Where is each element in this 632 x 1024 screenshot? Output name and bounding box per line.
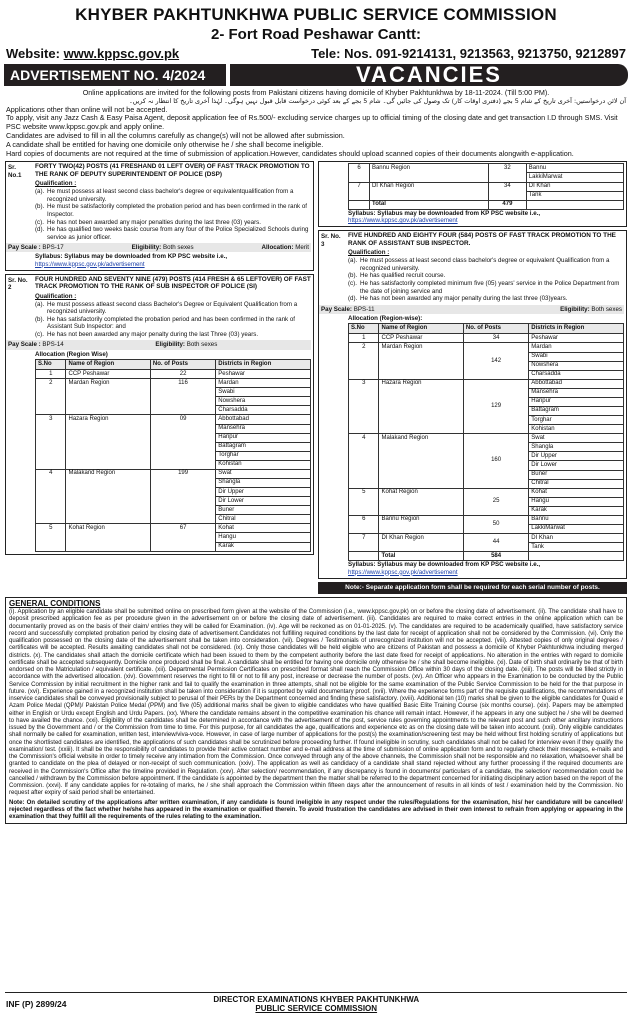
post-3-allocation-table	[348, 323, 624, 561]
table-cell: 199	[150, 469, 215, 523]
post-3-qual-d: (d). He has not been awarded any major penalty during the last three (03)years.	[348, 295, 568, 303]
table-cell: Mansehra	[216, 424, 311, 433]
table-cell: 4	[349, 434, 379, 488]
post-1-qual-a: (a). He must possess at least second class bachelor's degree or equivalentqualification from a recognized university.	[35, 188, 294, 203]
table-cell: DI Khan	[526, 182, 623, 191]
post-3-pay-line: Pay Scale: BPS-11 Eligibility: Both sexes	[321, 305, 622, 313]
col-sno: S.No	[349, 324, 379, 334]
table-cell: 5	[349, 488, 379, 515]
advertisement-number: ADVERTISEMENT NO. 4/2024	[4, 64, 226, 86]
post-1-serial: Sr. No.1	[8, 164, 22, 179]
intro-line-4: Candidates are advised to fill in all the columns carefully as change(s) will not be allowed after submission.	[6, 131, 345, 140]
table-cell: Chitral	[529, 479, 624, 488]
post-3-syllabus: Syllabus: Syllabus may be downloaded from KP PSC website i.e., https://www.kppsc.gov.pk/advertisement	[348, 561, 541, 576]
post-2-pay-line: Pay Scale : BPS-14 Eligibility: Both sexes	[6, 340, 311, 349]
table-cell: Peshawar	[529, 334, 624, 343]
table-cell: Mardan Region	[66, 379, 150, 415]
post-2-continued	[318, 161, 627, 227]
table-cell: Hangu	[216, 533, 311, 542]
table-cell: Battagram	[216, 442, 311, 451]
post-3-qual-a: (a). He must possess at least second class bachelor's degree or equivalent Qualification from a recognized university.	[348, 257, 610, 272]
left-column	[5, 161, 314, 593]
table-cell: Battagram	[529, 406, 624, 415]
table-row	[349, 334, 624, 343]
table-cell: Nowshera	[529, 361, 624, 370]
post-1-pay-line: Pay Scale : BPS-17 Eligibility: Both sexes Allocation: Merit	[6, 243, 311, 252]
intro-line-5: A candidate shall be entitled for having one domicile only otherwise he / she shall become ineligible.	[6, 139, 324, 149]
table-cell: 160	[463, 434, 528, 488]
post-2	[5, 274, 314, 555]
vacancies-banner: VACANCIES	[230, 64, 628, 86]
post-2-cont-body	[346, 162, 626, 226]
table-cell: 3	[349, 379, 379, 433]
contact-line	[0, 44, 632, 61]
table-cell: Shangla	[216, 478, 311, 487]
table-cell: Nowshera	[216, 397, 311, 406]
col-posts: No. of Posts	[463, 324, 528, 334]
director-signature: DIRECTOR EXAMINATIONS KHYBER PAKHTUNKHWA PUBLIC SERVICE COMMISSION	[213, 995, 420, 1014]
table-row	[349, 182, 624, 191]
intro-urdu: آن لائن درخواستیں: آخری تاریخ کے شام 5 بجے (دفتری اوقات کار) تک وصول کی جائیں گی۔ شام 5 بجے کے بعد کوئی درخواست قابل قبول نہیں ہوگی۔ لہٰذا آخری تاریخ کا انتظار نہ کریں۔	[128, 96, 626, 105]
table-cell: Malakand Region	[379, 434, 463, 488]
post-2-syllabus-link[interactable]: https://www.kppsc.gov.pk/advertisement	[348, 217, 458, 225]
table-row: Total 479	[349, 200, 624, 209]
post-1	[5, 161, 314, 271]
post-2-serial: Sr. No. 2	[8, 276, 28, 292]
table-cell: 34	[489, 182, 527, 200]
post-2-qual-a: (a). He must possess atleast second class Bachelor's Degree or Equivalent Qualification from a recognized university.	[35, 300, 298, 316]
post-2-qual-b: (b). He has satisfactorily completed the probation period and has been confirmed in the rank of Assistant Sub Inspector: and	[35, 315, 295, 331]
table-row	[349, 515, 624, 524]
table-cell: 3	[36, 415, 66, 469]
table-cell: DI Khan	[529, 534, 624, 543]
table-cell: 2	[349, 343, 379, 379]
table-cell: Hangu	[529, 497, 624, 506]
table-cell: 25	[463, 488, 528, 515]
table-cell: 34	[463, 334, 528, 343]
advertisement-bar	[4, 64, 628, 86]
table-cell: Kohat Region	[66, 524, 150, 551]
table-cell: 7	[349, 182, 370, 200]
post-1-syllabus: Syllabus: Syllabus may be downloaded from KP PSC website i.e., https://www.kppsc.gov.pk/advertisement	[35, 253, 228, 268]
table-cell: Swabi	[216, 388, 311, 397]
table-cell: LakkiMarwat	[529, 524, 624, 533]
table-cell: Kohat	[529, 488, 624, 497]
table-cell: Dir Upper	[216, 488, 311, 497]
table-cell: 2	[36, 379, 66, 415]
post-3-qual-c: (c). He has satisfactorily completed minimum five (05) years' service in the Police Department from the date of joining service and	[348, 280, 620, 295]
table-cell: Dir Lower	[216, 497, 311, 506]
col-region: Name of Region	[66, 359, 150, 369]
post-1-qual-c: (c). He has not been awarded any major penalties during the last three (03) years.	[35, 218, 261, 226]
table-cell: Swat	[216, 469, 311, 478]
right-column	[318, 161, 627, 593]
intro-line-3: To apply, visit any Jazz Cash & Easy Paisa Agent, deposit application fee of Rs.500/- excluding service charges up to official timing of the closing date and get transaction I.D through SMS. Visit PSC website www.kppsc.gov.pk and apply online.	[6, 113, 618, 132]
separate-form-note: Note:- Separate application form shall be required for each serial number of posts.	[318, 582, 627, 594]
posts-columns	[0, 158, 632, 593]
table-cell: Peshawar	[216, 370, 311, 379]
post-3-allocation-heading: Allocation (Region-wise):	[348, 314, 423, 322]
post-1-qual-b: (b). He must be satisfactorily completed the probation period and has been confirmed in the rank of Inspector.	[35, 203, 308, 218]
table-cell: Dir Lower	[529, 461, 624, 470]
table-cell: Tank	[526, 191, 623, 200]
table-row	[36, 370, 311, 379]
post-2-allocation-heading: Allocation (Region Wise)	[35, 350, 108, 358]
table-cell: Chitral	[216, 515, 311, 524]
intro-line-6: Hard copies of documents are not required at the time of submission of application.However, candidates should upload scanned copies of their documents alongwith e-application.	[6, 148, 574, 158]
table-cell: 50	[463, 515, 528, 533]
table-cell: Karak	[529, 506, 624, 515]
col-districts: Districts in Region	[529, 324, 624, 334]
table-row: Total 584	[349, 552, 624, 561]
post-3-syllabus-link[interactable]: https://www.kppsc.gov.pk/advertisement	[348, 568, 458, 576]
post-3-qualification-heading: Qualification :	[348, 249, 390, 257]
table-cell: Shangla	[529, 443, 624, 452]
table-cell: 5	[36, 524, 66, 551]
table-cell: 7	[349, 534, 379, 552]
post-2-allocation-table	[35, 359, 311, 552]
table-row	[36, 469, 311, 478]
table-cell: 09	[150, 415, 215, 469]
table-row	[36, 415, 311, 424]
table-cell: Bannu	[526, 164, 623, 173]
table-cell: 6	[349, 515, 379, 533]
table-cell: DI Khan Region	[379, 534, 463, 552]
table-cell: 32	[489, 164, 527, 182]
table-cell: Torghar	[216, 451, 311, 460]
table-cell: Bannu Region	[379, 515, 463, 533]
table-cell: Charsadda	[529, 370, 624, 379]
table-row	[349, 488, 624, 497]
table-cell: Torghar	[529, 416, 624, 425]
table-cell: 22	[150, 370, 215, 379]
website-link[interactable]: www.kppsc.gov.pk	[63, 45, 180, 61]
post-1-qualification-heading: Qualification :	[35, 180, 77, 188]
commission-address: 2- Fort Road Peshawar Cantt:	[210, 26, 422, 44]
col-posts: No. of Posts	[150, 359, 215, 369]
table-cell: Kohistan	[216, 460, 311, 469]
table-cell: Charsadda	[216, 406, 311, 415]
table-cell: 1	[36, 370, 66, 379]
table-row	[349, 434, 624, 443]
commission-title: KHYBER PAKHTUNKHWA PUBLIC SERVICE COMMISSION	[75, 5, 557, 24]
table-cell: Haripur	[216, 433, 311, 442]
post-3-serial: Sr. No. 3	[321, 233, 341, 248]
table-row	[349, 379, 624, 388]
table-cell: LakkiMarwat	[526, 173, 623, 182]
post-2-allocation-table-continued	[348, 163, 624, 209]
table-row	[36, 524, 311, 533]
table-cell: Swat	[529, 434, 624, 443]
table-cell: Bannu Region	[369, 164, 488, 182]
table-row	[36, 379, 311, 388]
table-cell: 142	[463, 343, 528, 379]
table-cell: Mansehra	[529, 388, 624, 397]
general-conditions-text: (i). Application by an eligible candidate shall be submitted online on prescribed form given at the website of the Commission (i.e., www.kppsc.gov.pk) on or before the closing date of advertisement. (ii). The candidate shall have to deposit prescribed application fee as per procedure given in the advertisement on or before the closing date of advertisement. (iii). Candidates are required to make correct entries in the online application which can be documentarily proved as on the basis of their claim/ entries they will be called for Examination. (iv). Age will be reckoned as on 01-01-2025. (v). The candidates are required to be academically qualified, have satisfactory service record and successfully completed probation period by closing date of advertisement.Candidates not fulfilling required conditions by the last date for receipt of application shall not be considered by the Commission. (vi). Only the qualification possessed on the closing date of the advertisement shall be taken into consideration. (vii). Degrees / Testimonials of unrecognized institution will not be accepted. (viii). Attested copies of only original degrees / certificates will be accepted. Results awaiting candidates shall not be considered. (ix). Only those candidates will be held eligible who are citizens of Pakistan and possess a domicile of Khyber Pakhtunkhwa including merged districts. (x). The candidates shall attach the domicile certificate which had been issued to them by the competent authority before the last date fixed for receipt of applications. No alteration in the entries with regard to domicile certificate shall be accepted subsequently. Domicile once produced shall be final. A candidate shall be entitled for having one domicile only otherwise he / she shall become ineligible. (xi). Date of birth shall ordinarily be that of birth endorsed on the Matriculation / equivalent certificate. (xii). Departmental Permission Certificates on prescribed format shall reach the Commission Office within 30 days of the closing date. (xiii). The posts will be filled strictly in accordance with the advertised allocation. (xiv). Government reserves the right to fill or not to fill any post, increase or decrease the number of posts. (xv). An Officer who appears in the Examination to be conducted by the Public Service Commission by initial recruitment in the higher rank and fail to qualify the examination in three attempts, shall not be eligible for the same examination of the Public Service Commission to be held for the that purpose in future. (xvi). Experience gained in a recognized institution shall be taken into consideration if it is supported by valid documentary proof. (xvii). Where the experience forms part of the requisite qualifications, the recommendations of inservice candidates shall be conveyed provisionally subject to perusal of their PERs by the Department concerned and finding these satisfactory. (xviii). Additional ten (10) marks shall be given to the eligible candidates for Quaid e Azam Police Medal (QPM)/ Pakistan Police Medal (PPM) and five (05) additional marks shall be given to eligible candidates who have qualified Basic Elite Training Course (six months course). (xix). Papers may be attempted either in English or Urdu except English and Urdu Papers. (xx). Where the candidate remains absent in the competitive examination his chance will remain intact. However, if he appears in any one subject he / she will be deemed to have availed the chance. (xxi). Eligibility of the candidates shall be determined in accordance with the advertisement of the post, service rules governing appointments to the relevant post and such other ancillary instructions issued by the Government and / or the Commission from time to time. For this purpose, for all candidates the age, qualifications and experience etc as on the closing date will be taken into account. (xxii). Only eligible candidates shall normally be called for examination, written test, interview/viva-voce. However, in case of large number of applications for the post(s) the examination/screening test may be held without first holding scrutiny of applications but once the shortlisted candidates are identified, the applications of such candidates shall be scrutinized before proceeding further. If found ineligible in scrutiny, such candidates shall not be called for interview even if they qualify the examination/ test. (xxiii). It shall be the responsibility of candidates to provide their active contact number and e-mail address at the time of submission of online application form and to regularly check their messages, e-mails and the Commission's official website in order to timely receive any intimation from the Commission. Once conveyed through any of the above channels, the Commission shall not be responsible and no relaxation, whatsoever shall be granted to candidate on the plea of delayed or non-receipt of such communication. (xxiv). The application as well as candidacy of a candidate shall stand rejected without any further processing if the required documents are received in the Commission's Office after the timeline provided in Regulation. (xxv). After selection/ recommendation, if any discrepancy is found in documents/ particulars of a candidate, the selection/ recommendation could be cancelled / withdrawn by the Commission before appointment. If the candidate is appointed by the department then the matter shall be referred to the department concerned for initiating disciplinary action based on the report of the Commission. (xxvi). If any candidate applies for re-totaling of marks, he / she shall approach the Commission within fifteen days after the announcement of results in all kinds of test / examination held by the Commission. No request after expiry of said period shall be entertained.	[9, 609, 623, 797]
intro-section	[0, 86, 632, 158]
post-2-qualification-heading: Qualification :	[35, 292, 77, 300]
inf-number: INF (P) 2899/24	[6, 999, 67, 1010]
col-districts: Districts in Region	[216, 359, 311, 369]
post-1-qual-d: (d). He has qualified two weeks basic course from any four of the Police Specialized Schools during service as junior officer.	[35, 226, 309, 241]
table-cell: 4	[36, 469, 66, 523]
post-2-title: FOUR HUNDRED AND SEVENTY NINE (479) POSTS (414 FRESH & 65 LEFTOVER) OF FAST TRACK PROMOTION TO THE RANK OF SUB INSPECTOR OF POLICE (SI)	[35, 275, 311, 291]
post-1-title: FORTY TWO(42) POSTS (41 FRESHAND 01 LEFT OVER) OF FAST TRACK PROMOTION TO THE RANK OF DEPUTY SUPERINTENDENT OF POLICE (DSP)	[35, 163, 310, 178]
table-cell: Abbottabad	[529, 379, 624, 388]
intro-line-1: Online applications are invited for the following posts from Pakistani citizens having domicile of Khyber Pakhtunkhwa by 18-11-2024. (Till 5:00 PM).	[82, 88, 550, 98]
post-2-syllabus: Syllabus: Syllabus may be downloaded from KP PSC website i.e., https://www.kppsc.gov.pk/advertisement	[348, 209, 541, 225]
general-conditions-note: Note: On detailed scrutiny of the applications after written examination, if any candidate is found ineligible in any respect under the rules/Regulations for the examination, his/ her candidature will be cancelled/ rejected regardless of the fact whether he/she has appeared in the examination or qualified therein. To avoid frustration the candidates are advised in their own interest to refrain from applying or appearing in the examination that they fulfill all the requirements of the rules relating to the examination.	[9, 799, 623, 821]
table-cell: Karak	[216, 542, 311, 551]
table-cell: Mardan	[216, 379, 311, 388]
table-cell: Swabi	[529, 352, 624, 361]
table-cell: Mardan Region	[379, 343, 463, 379]
post-1-syllabus-link[interactable]: https://www.kppsc.gov.pk/advertisement	[35, 260, 145, 268]
table-cell: Mardan	[529, 343, 624, 352]
col-sno: S.No	[36, 359, 66, 369]
telephone-numbers: Tele: Nos. 091-9214131, 9213563, 9213750, 9212897	[311, 45, 626, 61]
table-cell: Hazara Region	[66, 415, 150, 469]
website-label: Website:	[6, 45, 60, 61]
table-cell: Hazara Region	[379, 379, 463, 433]
website-block	[6, 46, 179, 61]
general-conditions-title: GENERAL CONDITIONS	[9, 598, 101, 608]
table-cell: Buner	[216, 506, 311, 515]
post-3	[318, 230, 627, 579]
table-cell: Buner	[529, 470, 624, 479]
table-row	[349, 343, 624, 352]
table-cell: CCP Peshawar	[66, 370, 150, 379]
table-cell: Kohat Region	[379, 488, 463, 515]
table-cell: Kohistan	[529, 425, 624, 434]
table-cell: Malakand Region	[66, 469, 150, 523]
table-row	[349, 534, 624, 543]
post-3-qual-b: (b). He has qualified recruit course.	[348, 272, 446, 280]
table-row	[349, 164, 624, 173]
post-2-qual-c: (c). He has not been awarded any major penalty during the last Three (03) years.	[35, 331, 259, 339]
table-cell: 129	[463, 379, 528, 433]
table-cell: 44	[463, 534, 528, 552]
table-cell: Kohat	[216, 524, 311, 533]
footer	[0, 992, 632, 1016]
table-cell: CCP Peshawar	[379, 334, 463, 343]
table-cell: DI Khan Region	[369, 182, 488, 200]
col-region: Name of Region	[379, 324, 463, 334]
intro-line-2: Applications other than online will not be accepted.	[6, 104, 168, 114]
table-cell: Bannu	[529, 515, 624, 524]
table-cell: 67	[150, 524, 215, 551]
table-cell: 116	[150, 379, 215, 415]
general-conditions	[5, 597, 627, 825]
table-cell: Abbottabad	[216, 415, 311, 424]
table-cell: 1	[349, 334, 379, 343]
table-cell: 6	[349, 164, 370, 182]
post-3-title: FIVE HUNDRED AND EIGHTY FOUR (584) POSTS OF FAST TRACK PROMOTION TO THE RANK OF ASSISTANT SUB INSPECTOR.	[348, 232, 616, 247]
table-cell: Tank	[529, 543, 624, 552]
table-cell: Haripur	[529, 397, 624, 406]
table-cell: Dir Upper	[529, 452, 624, 461]
